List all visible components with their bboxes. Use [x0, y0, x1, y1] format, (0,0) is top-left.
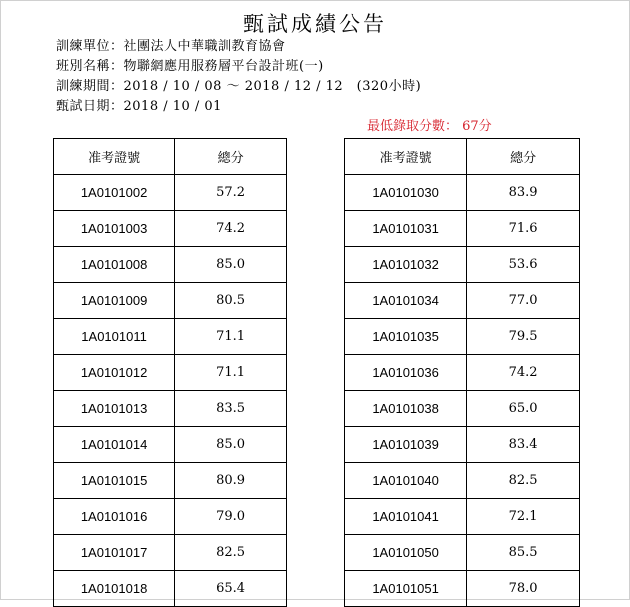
- total-score-cell: 74.2: [467, 355, 580, 391]
- table-row: [54, 391, 287, 427]
- total-score-cell: 71.1: [175, 319, 287, 355]
- table-row: [345, 319, 580, 355]
- exam-date: 甄試日期：2018 / 10 / 01: [56, 99, 222, 114]
- table-row: [54, 247, 287, 283]
- table-row: [54, 355, 287, 391]
- candidate-id-cell: 1A0101032: [345, 247, 467, 283]
- table-header-row: [345, 139, 580, 175]
- minimum-score-notice: 最低錄取分數： 67分: [367, 119, 492, 134]
- table-row: [54, 211, 287, 247]
- table-row: [345, 355, 580, 391]
- total-score-cell: 57.2: [175, 175, 287, 211]
- total-score-cell: 80.5: [175, 283, 287, 319]
- table-row: [54, 463, 287, 499]
- total-score-cell: 65.4: [175, 571, 287, 607]
- column-header-score: 總分: [175, 139, 287, 175]
- total-score-cell: 85.5: [467, 535, 580, 571]
- table-row: [54, 535, 287, 571]
- table-row: [54, 283, 287, 319]
- column-header-score: 總分: [467, 139, 580, 175]
- candidate-id-cell: 1A0101014: [54, 427, 175, 463]
- candidate-id-cell: 1A0101030: [345, 175, 467, 211]
- candidate-id-cell: 1A0101003: [54, 211, 175, 247]
- table-row: [345, 175, 580, 211]
- candidate-id-cell: 1A0101031: [345, 211, 467, 247]
- table-row: [345, 427, 580, 463]
- class-info: [56, 37, 421, 117]
- candidate-id-cell: 1A0101039: [345, 427, 467, 463]
- candidate-id-cell: 1A0101034: [345, 283, 467, 319]
- total-score-cell: 53.6: [467, 247, 580, 283]
- candidate-id-cell: 1A0101012: [54, 355, 175, 391]
- candidate-id-cell: 1A0101018: [54, 571, 175, 607]
- candidate-id-cell: 1A0101036: [345, 355, 467, 391]
- candidate-id-cell: 1A0101016: [54, 499, 175, 535]
- candidate-id-cell: 1A0101050: [345, 535, 467, 571]
- candidate-id-cell: 1A0101038: [345, 391, 467, 427]
- table-row: [345, 211, 580, 247]
- table-row: [54, 499, 287, 535]
- candidate-id-cell: 1A0101008: [54, 247, 175, 283]
- total-score-cell: 85.0: [175, 247, 287, 283]
- candidate-id-cell: 1A0101002: [54, 175, 175, 211]
- total-score-cell: 83.4: [467, 427, 580, 463]
- table-row: [54, 571, 287, 607]
- column-header-id: 准考證號: [345, 139, 467, 175]
- page-title: 甄試成績公告: [243, 12, 387, 36]
- total-score-cell: 83.5: [175, 391, 287, 427]
- total-score-cell: 71.1: [175, 355, 287, 391]
- total-score-cell: 82.5: [467, 463, 580, 499]
- total-score-cell: 74.2: [175, 211, 287, 247]
- candidate-id-cell: 1A0101040: [345, 463, 467, 499]
- column-header-id: 准考證號: [54, 139, 175, 175]
- candidate-id-cell: 1A0101017: [54, 535, 175, 571]
- candidate-id-cell: 1A0101011: [54, 319, 175, 355]
- total-score-cell: 79.5: [467, 319, 580, 355]
- total-score-cell: 77.0: [467, 283, 580, 319]
- table-row: [345, 247, 580, 283]
- training-unit: 訓練單位：社團法人中華職訓教育協會: [56, 39, 286, 54]
- total-score-cell: 82.5: [175, 535, 287, 571]
- training-period: 訓練期間：2018 / 10 / 08 ～ 2018 / 12 / 12 (320小時): [56, 79, 422, 94]
- total-score-cell: 80.9: [175, 463, 287, 499]
- score-table-right: [344, 138, 580, 607]
- total-score-cell: 83.9: [467, 175, 580, 211]
- table-row: [345, 571, 580, 607]
- total-score-cell: 65.0: [467, 391, 580, 427]
- total-score-cell: 72.1: [467, 499, 580, 535]
- class-name: 班別名稱：物聯網應用服務層平台設計班(一): [56, 59, 324, 74]
- table-row: [345, 535, 580, 571]
- candidate-id-cell: 1A0101009: [54, 283, 175, 319]
- candidate-id-cell: 1A0101015: [54, 463, 175, 499]
- candidate-id-cell: 1A0101051: [345, 571, 467, 607]
- candidate-id-cell: 1A0101013: [54, 391, 175, 427]
- table-row: [345, 463, 580, 499]
- total-score-cell: 71.6: [467, 211, 580, 247]
- candidate-id-cell: 1A0101041: [345, 499, 467, 535]
- table-row: [54, 319, 287, 355]
- score-table-left: [53, 138, 287, 607]
- table-row: [54, 175, 287, 211]
- total-score-cell: 85.0: [175, 427, 287, 463]
- total-score-cell: 78.0: [467, 571, 580, 607]
- table-row: [54, 427, 287, 463]
- table-row: [345, 391, 580, 427]
- total-score-cell: 79.0: [175, 499, 287, 535]
- candidate-id-cell: 1A0101035: [345, 319, 467, 355]
- table-row: [345, 499, 580, 535]
- table-header-row: [54, 139, 287, 175]
- table-row: [345, 283, 580, 319]
